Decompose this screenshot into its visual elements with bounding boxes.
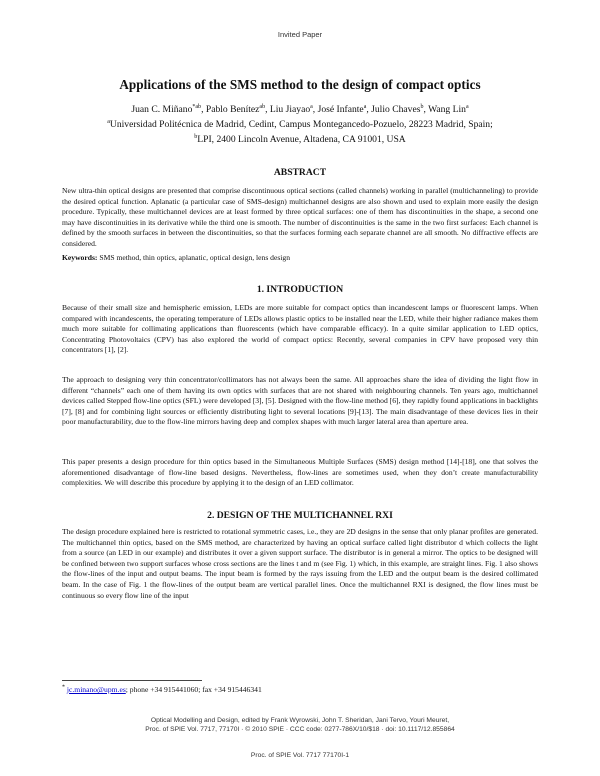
footnote [62,685,262,694]
intro-paragraph: This paper presents a design procedure for thin optics based in the Simultaneous Multiple Surfaces (SMS) design method [14]-[18], one that solves the aforementioned disadvantage of flow-line based designs. Nevertheless, flow-lines are sometimes used, when they don’t create manufacturability complexities. We will describe this procedure by applying it to the design of an LED collimator. [62,457,538,488]
author-name: José Infante [317,104,364,115]
footer-line-citation: Proc. of SPIE Vol. 7717, 77170I · © 2010 SPIE · CCC code: 0277-786X/10/$18 · doi: 10.1117/12.855864 [145,726,455,733]
footnote-marker: * [62,684,65,691]
intro-paragraph: The approach to designing very thin concentrator/collimators has not always been the same. All approaches share the idea of dividing the light flow in different “channels” each one of them having its own optics with surfaces that are not shared with neighbouring channels. Ten years ago, multichannel devices called Stepped flow-line optics (SFL) were developed [3], [5]. Designed with the flow-line method [6], they rapidly found applications in backlights [7], [8] and for combining light sources or efficiently distributing light to several locations [9]-[13]. The main disadvantage of these devices lies in their poor manufacturability, due to the flow-line mirrors having deep and complex shapes with much larger lateral area than aperture area. [62,375,538,427]
author-affil-mark: a [465,103,469,110]
author-name: Julio Chaves [371,104,421,115]
author-affil-mark: b [420,103,424,110]
publication-footer [0,716,600,734]
intro-paragraph: Because of their small size and hemispheric emission, LEDs are more suitable for compact optics than incandescent lamps or fluorescent lamps. When compared with incandescents, the operating temperature of LEDs allows plastic optics to be installed near the LED, while their higher radiance makes them much more suitable for collimating applications than fluorescents (which have comparable efficacy). In a quite similar application to LED optics, Concentrating Photovoltaics (CPV) has also explored the world of compact optics: Recently, several companies in CPV have proposed very thin concentrators [1], [2]. [62,303,538,355]
footnote-divider [62,680,202,681]
affiliation-a [0,119,600,130]
affiliation-text: Universidad Politécnica de Madrid, Cedint, Campus Montegancedo-Pozuelo, 28223 Madrid, Spain; [109,119,493,130]
keywords-label: Keywords: [62,253,98,262]
author-name: Pablo Benítez [205,104,260,115]
section-heading-design: 2. DESIGN OF THE MULTICHANNEL RXI [207,510,393,521]
design-paragraph: The design procedure explained here is restricted to rotational symmetric cases, i.e., they are 2D designs in the sense that only planar profiles are generated. The multichannel thin optics, based on the SMS method, are characterized by having an optical surface called light distributor d which collects the light from a source (an LED in our example) and distributes it over a given support surface. The distributor is in general a mirror. The optics to be designed will be confined between two support surfaces whose cross sections are the lines t and m (see Fig. 1) which, in this example, are straight lines. Fig. 1 also shows the flow-lines of the input and output beams. The input beam is formed by the rays issuing from the LED and the output beam is the desired collimated beam. In the case of Fig. 1 the flow-lines of the output beam are vertical parallel lines. Once the multichannel RXI is designed, the flow lines must be continuous so every flow line of the input [62,527,538,600]
affiliation-b [0,134,600,145]
author-affil-mark: a [310,103,313,110]
section-heading-introduction: 1. INTRODUCTION [256,284,344,295]
author-affil-mark: ab [259,103,266,110]
abstract-text: New ultra-thin optical designs are presented that comprise discontinuous optical sections (called channels) working in parallel (multichanneling) to provide the desired optical function. Aplanatic (a particular case of SMS-design) multichannel designs are also shown and used to explain more easily the design procedure. Typically, these multichannel devices are at least formed by three optical surfaces: one of them has discontinuities in the shape, a second one may have discontinuities in its derivative while the third one is smooth. The number of discontinuities is the same in the two first surfaces: Each channel is defined by the smooth surfaces in between the discontinuities, so that the surfaces forming each separate channel are all smooth. No diffractive effects are considered. [62,186,538,248]
affiliation-mark: a [107,118,110,125]
abstract-heading: ABSTRACT [273,167,327,178]
header-label: Invited Paper [277,30,323,39]
author-name: Juan C. Miñano [131,104,193,115]
author-affil-mark: *ab [192,103,202,110]
page-number: Proc. of SPIE Vol. 7717 77170I-1 [250,752,350,759]
author-email-link[interactable]: jc.minano@upm.es [66,685,126,694]
author-list: Juan C. Miñano$^{*ab}$, Pablo Benítez$^{ab}$, Liu Jiayao$^a$, José Infante$^a$, Julio Chaves$^b$, Wang Lin$^a$ [131,103,469,115]
affiliation-text: LPI, 2400 Lincoln Avenue, Altadena, CA 91001, USA [197,134,406,145]
paper-title: Applications of the SMS method to the design of compact optics [119,77,481,92]
keywords [62,253,538,264]
footnote-contact: ; phone +34 915441060; fax +34 915446341 [125,685,262,694]
footer-line-editors: Optical Modelling and Design, edited by Frank Wyrowski, John T. Sheridan, Jani Tervo, Youri Meuret, [150,717,450,724]
author-affil-mark: a [363,103,367,110]
affiliation-mark: b [194,133,198,140]
author-name: Wang Lin [428,104,466,115]
author-name: Liu Jiayao [269,104,311,115]
keywords-text: SMS method, thin optics, aplanatic, optical design, lens design [99,253,291,262]
